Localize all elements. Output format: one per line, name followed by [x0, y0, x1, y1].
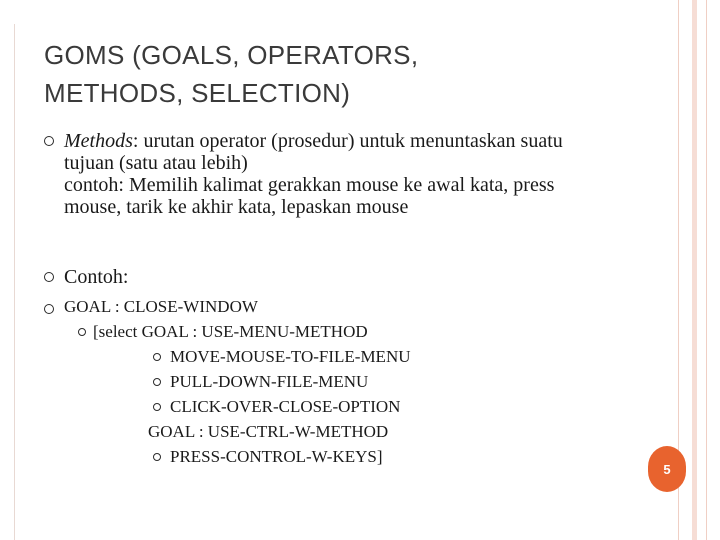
bullet-methods — [64, 130, 664, 218]
bullet-icon — [44, 136, 54, 146]
title-line-2: METHODS, SELECTION) — [44, 78, 351, 108]
sub-line-press-ctrl-w: PRESS-CONTROL-W-KEYS] — [170, 447, 383, 466]
sub-bullet-icon — [153, 353, 161, 361]
sub-bullet-icon — [153, 453, 161, 461]
methods-term: Methods — [64, 130, 133, 152]
methods-example-1: contoh: Memilih kalimat gerakkan mouse ke awal kata, press — [64, 174, 555, 196]
slide-title — [44, 36, 564, 112]
sub-line-goal-ctrl-w: GOAL : USE-CTRL-W-METHOD — [148, 422, 389, 441]
bullet-icon — [44, 304, 54, 314]
sub-line-click-over: CLICK-OVER-CLOSE-OPTION — [170, 397, 401, 416]
sub-bullet-icon — [78, 328, 86, 336]
sub-bullet-icon — [153, 378, 161, 386]
methods-example-2: mouse, tarik ke akhir kata, lepaskan mouse — [64, 196, 409, 218]
sub-line-select-goal: [select GOAL : USE-MENU-METHOD — [93, 322, 368, 341]
bullet-contoh: Contoh: — [64, 266, 129, 288]
title-line-1: GOMS (GOALS, OPERATORS, — [44, 40, 419, 70]
left-border-line — [14, 24, 15, 540]
bullet-goal-close-window: GOAL : CLOSE-WINDOW — [64, 297, 258, 316]
methods-definition: : urutan operator (prosedur) untuk menuntaskan suatu — [132, 130, 563, 152]
sub-bullet-icon — [153, 403, 161, 411]
methods-continuation: tujuan (satu atau lebih) — [64, 152, 248, 174]
bullet-icon — [44, 272, 54, 282]
page-number-badge: 5 — [648, 446, 686, 492]
sub-line-move-mouse: MOVE-MOUSE-TO-FILE-MENU — [170, 347, 411, 366]
sub-line-pull-down: PULL-DOWN-FILE-MENU — [170, 372, 369, 391]
